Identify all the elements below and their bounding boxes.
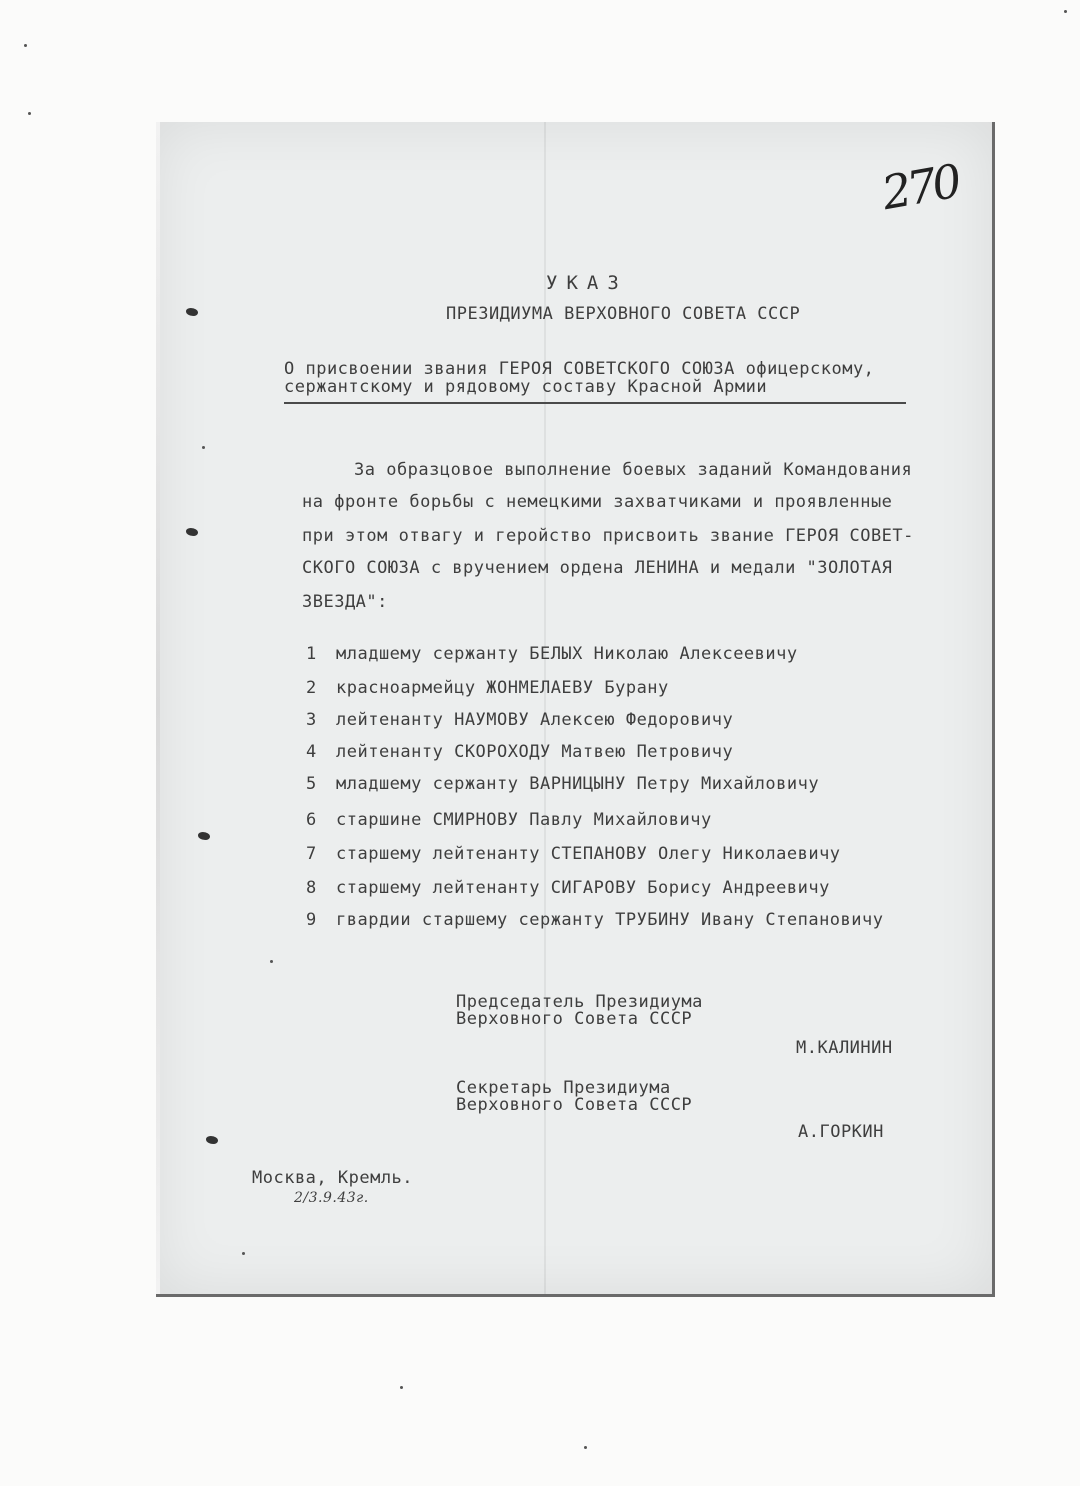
awardee-text: старшему лейтенанту СТЕПАНОВУ Олегу Николаевичу: [336, 844, 841, 864]
awardee-number: 4: [306, 742, 317, 762]
body-line: при этом отвагу и геройство присвоить звание ГЕРОЯ СОВЕТ-: [302, 526, 914, 546]
awardee-text: старшине СМИРНОВУ Павлу Михайловичу: [336, 810, 712, 830]
place: Москва, Кремль.: [252, 1168, 414, 1188]
awardee-text: младшему сержанту БЕЛЫХ Николаю Алексеевичу: [336, 644, 798, 664]
chairman-title-line: Верховного Совета СССР: [456, 1009, 693, 1029]
date: 2/3.9.43г.: [294, 1190, 369, 1206]
speck: [584, 1446, 587, 1449]
secretary-title-line: Секретарь Президиума: [456, 1078, 671, 1098]
awardee-text: лейтенанту СКОРОХОДУ Матвею Петровичу: [336, 742, 734, 762]
awardee-number: 1: [306, 644, 317, 664]
awardee-text: лейтенанту НАУМОВУ Алексею Федоровичу: [336, 710, 734, 730]
awardee-text: младшему сержанту ВАРНИЦЫНУ Петру Михайловичу: [336, 774, 820, 794]
awardee-text: красноармейцу ЖОНМЕЛАЕВУ Бурану: [336, 678, 669, 698]
awardee-item: [306, 844, 841, 864]
subject-line: сержантскому и рядовому составу Красной Армии: [284, 377, 768, 397]
awardee-item: [306, 810, 712, 830]
secretary-title: [456, 1080, 692, 1114]
punch-mark: [206, 1136, 218, 1144]
awardee-number: 5: [306, 774, 317, 794]
speck: [202, 446, 205, 449]
awardee-number: 7: [306, 844, 317, 864]
body-line: ЗВЕЗДА":: [302, 592, 388, 612]
page-number: 270: [877, 153, 962, 221]
subject-line: О присвоении звания ГЕРОЯ СОВЕТСКОГО СОЮЗА офицерскому,: [284, 359, 875, 379]
punch-mark: [186, 528, 198, 536]
document-issuer: ПРЕЗИДИУМА ВЕРХОВНОГО СОВЕТА СССР: [446, 304, 801, 324]
awardee-item: [306, 710, 733, 730]
awardee-item: [306, 678, 669, 698]
speck: [1064, 10, 1067, 13]
body-line: на фронте борьбы с немецкими захватчиками и проявленные: [302, 492, 893, 512]
awardee-item: [306, 742, 733, 762]
speck: [28, 112, 31, 115]
awardee-number: 3: [306, 710, 317, 730]
awardee-number: 9: [306, 910, 317, 930]
punch-mark: [186, 308, 198, 316]
awardee-text: гвардии старшему сержанту ТРУБИНУ Ивану Степановичу: [336, 910, 884, 930]
awardee-text: старшему лейтенанту СИГАРОВУ Борису Андреевичу: [336, 878, 830, 898]
speck: [24, 44, 27, 47]
document-sheet: [156, 122, 995, 1297]
body-line: За образцовое выполнение боевых заданий Командования: [354, 460, 913, 480]
awardee-number: 8: [306, 878, 317, 898]
document-subject: [284, 360, 874, 396]
speck: [270, 960, 273, 963]
chairman-title: [456, 994, 703, 1028]
speck: [242, 1252, 245, 1255]
secretary-name: А.ГОРКИН: [798, 1122, 884, 1142]
awardee-item: [306, 910, 883, 930]
awardee-number: 6: [306, 810, 317, 830]
awardee-number: 2: [306, 678, 317, 698]
chairman-title-line: Председатель Президиума: [456, 992, 703, 1012]
divider-rule: [284, 402, 906, 404]
secretary-title-line: Верховного Совета СССР: [456, 1095, 693, 1115]
document-title: УКАЗ: [546, 272, 628, 294]
awardee-item: [306, 878, 830, 898]
fold-line: [544, 122, 546, 1294]
chairman-name: М.КАЛИНИН: [796, 1038, 893, 1058]
awardee-item: [306, 644, 798, 664]
awardee-item: [306, 774, 819, 794]
punch-mark: [198, 832, 210, 840]
body-line: СКОГО СОЮЗА с вручением ордена ЛЕНИНА и медали "ЗОЛОТАЯ: [302, 558, 893, 578]
speck: [400, 1386, 403, 1389]
